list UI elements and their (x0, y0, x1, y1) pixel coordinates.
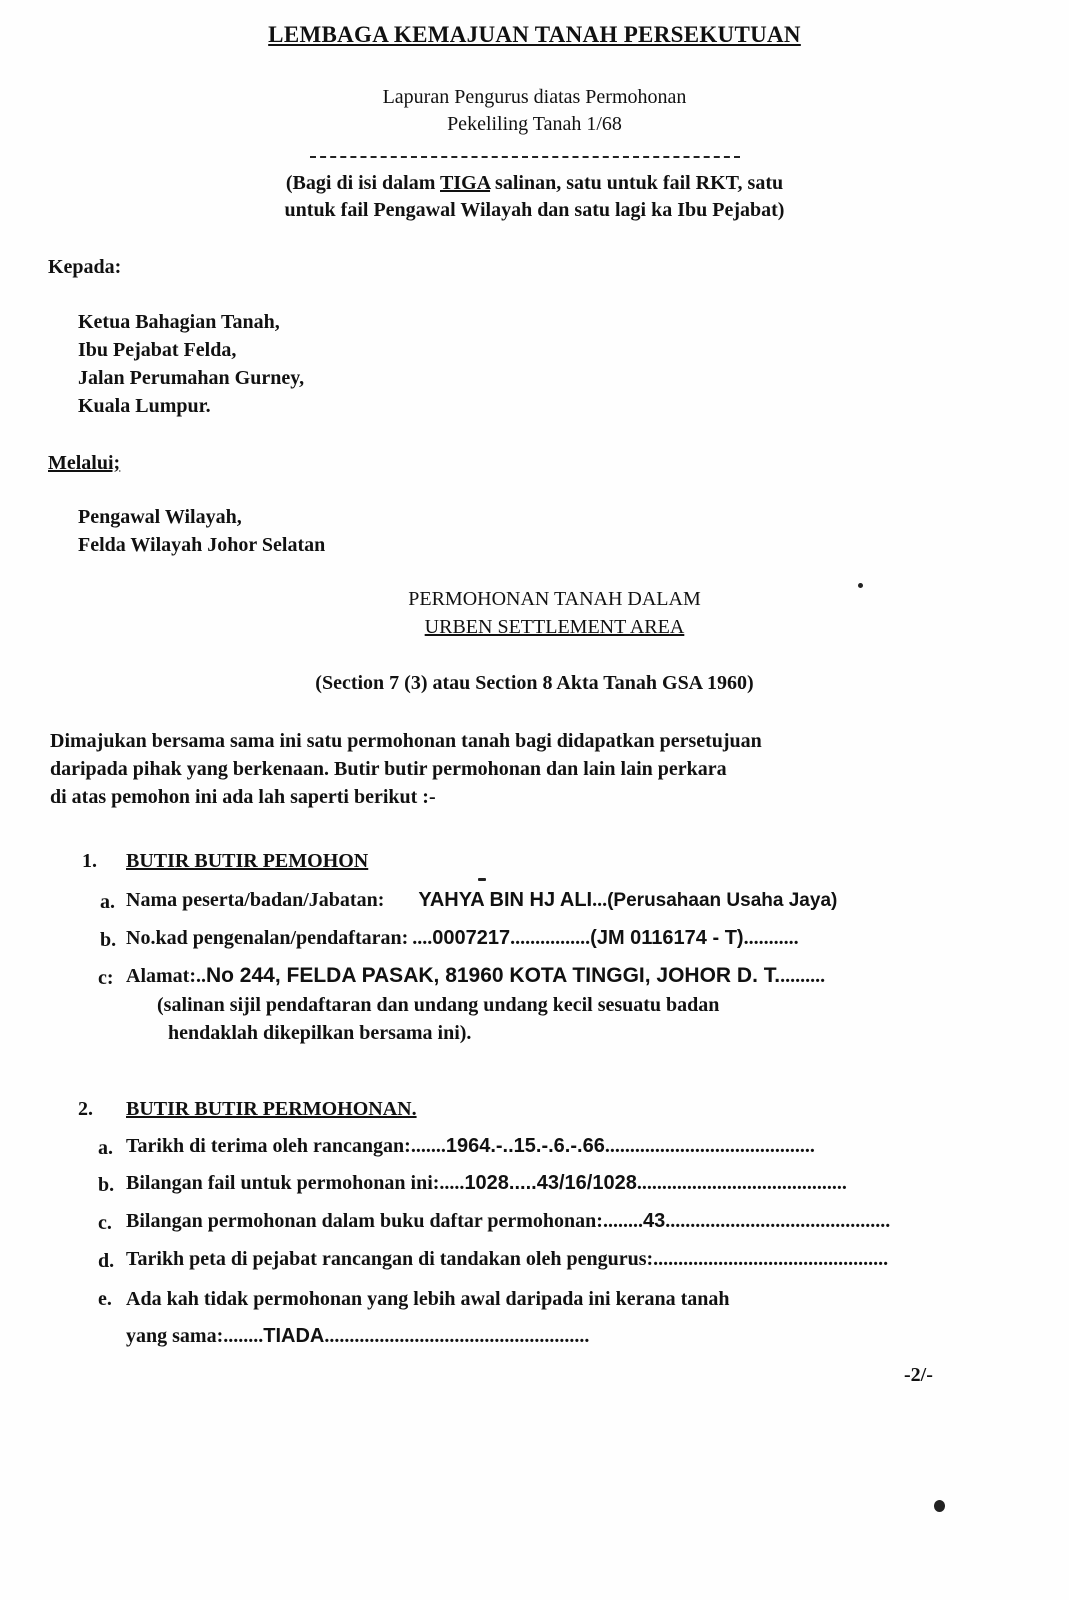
earlier-application-question: Ada kah tidak permohonan yang lebih awal daripada ini kerana tanah (126, 1288, 730, 1310)
field-label: Alamat:.. (126, 965, 206, 987)
via-label: Melalui; (48, 452, 121, 474)
address-row: Alamat:..No 244, FELDA PASAK, 81960 KOTA TINGGI, JOHOR D. T.......... (126, 964, 826, 987)
address-note-line1: (salinan sijil pendaftaran dan undang undang kecil sesuatu badan (157, 994, 720, 1016)
scan-speck (478, 878, 486, 881)
item-letter: e. (98, 1288, 112, 1310)
earlier-application-value: TIADA (263, 1325, 325, 1347)
circular-reference: Pekeliling Tanah 1/68 (447, 113, 622, 135)
report-subtitle: Lapuran Pengurus diatas Permohonan (382, 86, 687, 108)
recipient-line: Jalan Perumahan Gurney, (78, 367, 305, 389)
id-number-row: No.kad pengenalan/pendaftaran: ....0007217................(JM 0116174 - T)........... (126, 927, 799, 949)
scan-speck (858, 583, 863, 588)
field-label: Nama peserta/badan/Jabatan: (126, 889, 385, 911)
page-continuation: -2/- (904, 1364, 933, 1386)
section-number: 1. (82, 850, 97, 872)
divider (310, 156, 740, 158)
map-date-row: Tarikh peta di pejabat rancangan di tandakan oleh pengurus:............................................... (126, 1248, 889, 1270)
recipient-label: Kepada: (48, 256, 122, 278)
application-count-row: Bilangan permohonan dalam buku daftar permohonan:........43............................................. (126, 1210, 891, 1232)
via-line: Pengawal Wilayah, (78, 506, 242, 528)
recipient-line: Ketua Bahagian Tanah, (78, 311, 280, 333)
field-label: Bilangan fail untuk permohonan ini:..... (126, 1172, 465, 1194)
field-label: Tarikh peta di pejabat rancangan di tandakan oleh pengurus: (126, 1248, 654, 1270)
file-number-value: 1028.....43/16/1028 (464, 1172, 637, 1194)
recipient-line: Ibu Pejabat Felda, (78, 339, 237, 361)
section-number: 2. (78, 1098, 93, 1120)
application-count-value: 43 (642, 1210, 666, 1232)
item-letter: d. (98, 1250, 115, 1272)
address-value: No 244, FELDA PASAK, 81960 KOTA TINGGI, JOHOR D. T. (205, 964, 781, 987)
recipient-line: Kuala Lumpur. (78, 395, 211, 417)
act-reference: (Section 7 (3) atau Section 8 Akta Tanah GSA 1960) (315, 672, 754, 694)
earlier-application-row: yang sama:........TIADA..................................................... (126, 1325, 590, 1347)
id-number-value: 0007217 (432, 927, 511, 949)
via-line: Felda Wilayah Johor Selatan (78, 534, 326, 556)
settlement-area-title: URBEN SETTLEMENT AREA (424, 616, 685, 638)
applicant-name-row: Nama peserta/badan/Jabatan: YAHYA BIN HJ ALI...(Perusahaan Usaha Jaya) (126, 889, 838, 911)
item-letter: b. (98, 1174, 115, 1196)
field-label: No.kad pengenalan/pendaftaran: (126, 927, 409, 949)
intro-line: Dimajukan bersama sama ini satu permohonan tanah bagi didapatkan persetujuan (50, 730, 762, 752)
address-note-line2: hendaklah dikepilkan bersama ini). (168, 1022, 472, 1044)
item-letter: a. (100, 891, 115, 913)
intro-line: daripada pihak yang berkenaan. Butir butir permohonan dan lain lain perkara (50, 758, 727, 780)
field-label: Bilangan permohonan dalam buku daftar permohonan:........ (126, 1210, 643, 1232)
company-name-value: (Perusahaan Usaha Jaya) (607, 890, 838, 911)
date-received-row: Tarikh di terima oleh rancangan:.......1964.-..15.-.6.-.66.......................................... (126, 1135, 815, 1157)
field-label: yang sama:........ (126, 1325, 264, 1347)
section-heading-applicant: BUTIR BUTIR PEMOHON (126, 850, 369, 872)
copies-note-line1: (Bagi di isi dalam TIGA salinan, satu untuk fail RKT, satu (285, 172, 784, 194)
organization-title: LEMBAGA KEMAJUAN TANAH PERSEKUTUAN (268, 22, 801, 47)
scan-speck (934, 1500, 945, 1512)
section-heading-application: BUTIR BUTIR PERMOHONAN. (126, 1098, 417, 1120)
item-letter: c: (98, 967, 114, 989)
item-letter: a. (98, 1137, 113, 1159)
item-letter: b. (100, 929, 117, 951)
application-title: PERMOHONAN TANAH DALAM (408, 588, 701, 610)
intro-line: di atas pemohon ini ada lah saperti berikut :- (50, 786, 436, 808)
date-received-value: 1964.-..15.-.6.-.66 (445, 1135, 605, 1157)
copies-note-line2: untuk fail Pengawal Wilayah dan satu lagi ka Ibu Pejabat) (284, 199, 785, 221)
field-label: Tarikh di terima oleh rancangan:....... (126, 1135, 446, 1157)
registration-number-value: (JM 0116174 - T) (590, 927, 744, 949)
file-number-row: Bilangan fail untuk permohonan ini:.....1028.....43/16/1028.......................................... (126, 1172, 847, 1194)
item-letter: c. (98, 1212, 112, 1234)
applicant-name-value: YAHYA BIN HJ ALI (418, 889, 593, 911)
